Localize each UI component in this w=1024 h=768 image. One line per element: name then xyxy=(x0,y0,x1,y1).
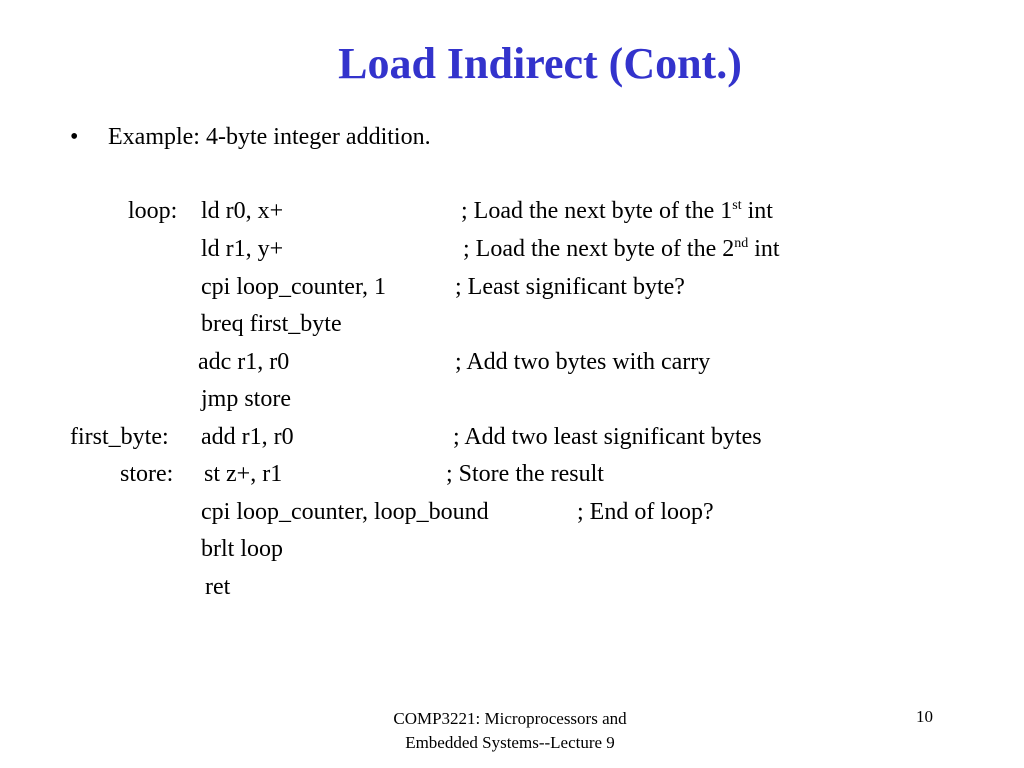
code-label: first_byte: xyxy=(70,424,169,450)
code-line xyxy=(0,198,1000,228)
footer-course-title xyxy=(360,707,660,755)
code-comment: ; Store the result xyxy=(446,461,604,487)
code-line xyxy=(0,461,1000,491)
code-label: loop: xyxy=(128,198,178,224)
code-line xyxy=(0,536,1000,566)
code-line xyxy=(0,386,1000,416)
code-comment-text: ; Load the next byte of the 1 xyxy=(461,198,733,224)
code-instruction: brlt loop xyxy=(201,536,283,562)
code-instruction: cpi loop_counter, loop_bound xyxy=(201,499,489,525)
code-instruction: cpi loop_counter, 1 xyxy=(201,274,386,300)
code-comment-tail: int xyxy=(748,236,780,262)
page-number: 10 xyxy=(916,707,933,726)
code-comment-text: ; Load the next byte of the 2 xyxy=(463,236,735,262)
code-line xyxy=(0,236,1000,266)
superscript: st xyxy=(732,198,742,213)
code-line xyxy=(0,349,1000,379)
code-line xyxy=(0,424,1000,454)
code-instruction: add r1, r0 xyxy=(201,424,294,450)
bullet-text: Example: 4-byte integer addition. xyxy=(108,124,431,150)
code-comment-tail: int xyxy=(741,198,773,224)
code-comment: ; Add two least significant bytes xyxy=(453,424,762,450)
code-line xyxy=(0,574,1000,604)
code-comment: ; Least significant byte? xyxy=(455,274,685,300)
code-comment xyxy=(461,198,773,225)
code-instruction: breq first_byte xyxy=(201,311,342,337)
code-instruction: jmp store xyxy=(201,386,291,412)
code-instruction: adc r1, r0 xyxy=(198,349,290,375)
slide-title: Load Indirect (Cont.) xyxy=(338,39,742,88)
bullet-symbol: • xyxy=(70,124,79,150)
footer-line: Embedded Systems--Lecture 9 xyxy=(405,733,615,752)
code-label: store: xyxy=(120,461,174,487)
code-line xyxy=(0,499,1000,529)
code-line xyxy=(0,274,1000,304)
code-comment xyxy=(463,236,780,263)
code-instruction: ld r0, x+ xyxy=(201,198,284,224)
footer-line: COMP3221: Microprocessors and xyxy=(393,709,627,728)
code-comment: ; End of loop? xyxy=(577,499,714,525)
code-instruction: st z+, r1 xyxy=(204,461,283,487)
code-instruction: ret xyxy=(205,574,231,600)
superscript: nd xyxy=(734,236,749,251)
code-instruction: ld r1, y+ xyxy=(201,236,284,262)
code-comment: ; Add two bytes with carry xyxy=(455,349,711,375)
code-line xyxy=(0,311,1000,341)
